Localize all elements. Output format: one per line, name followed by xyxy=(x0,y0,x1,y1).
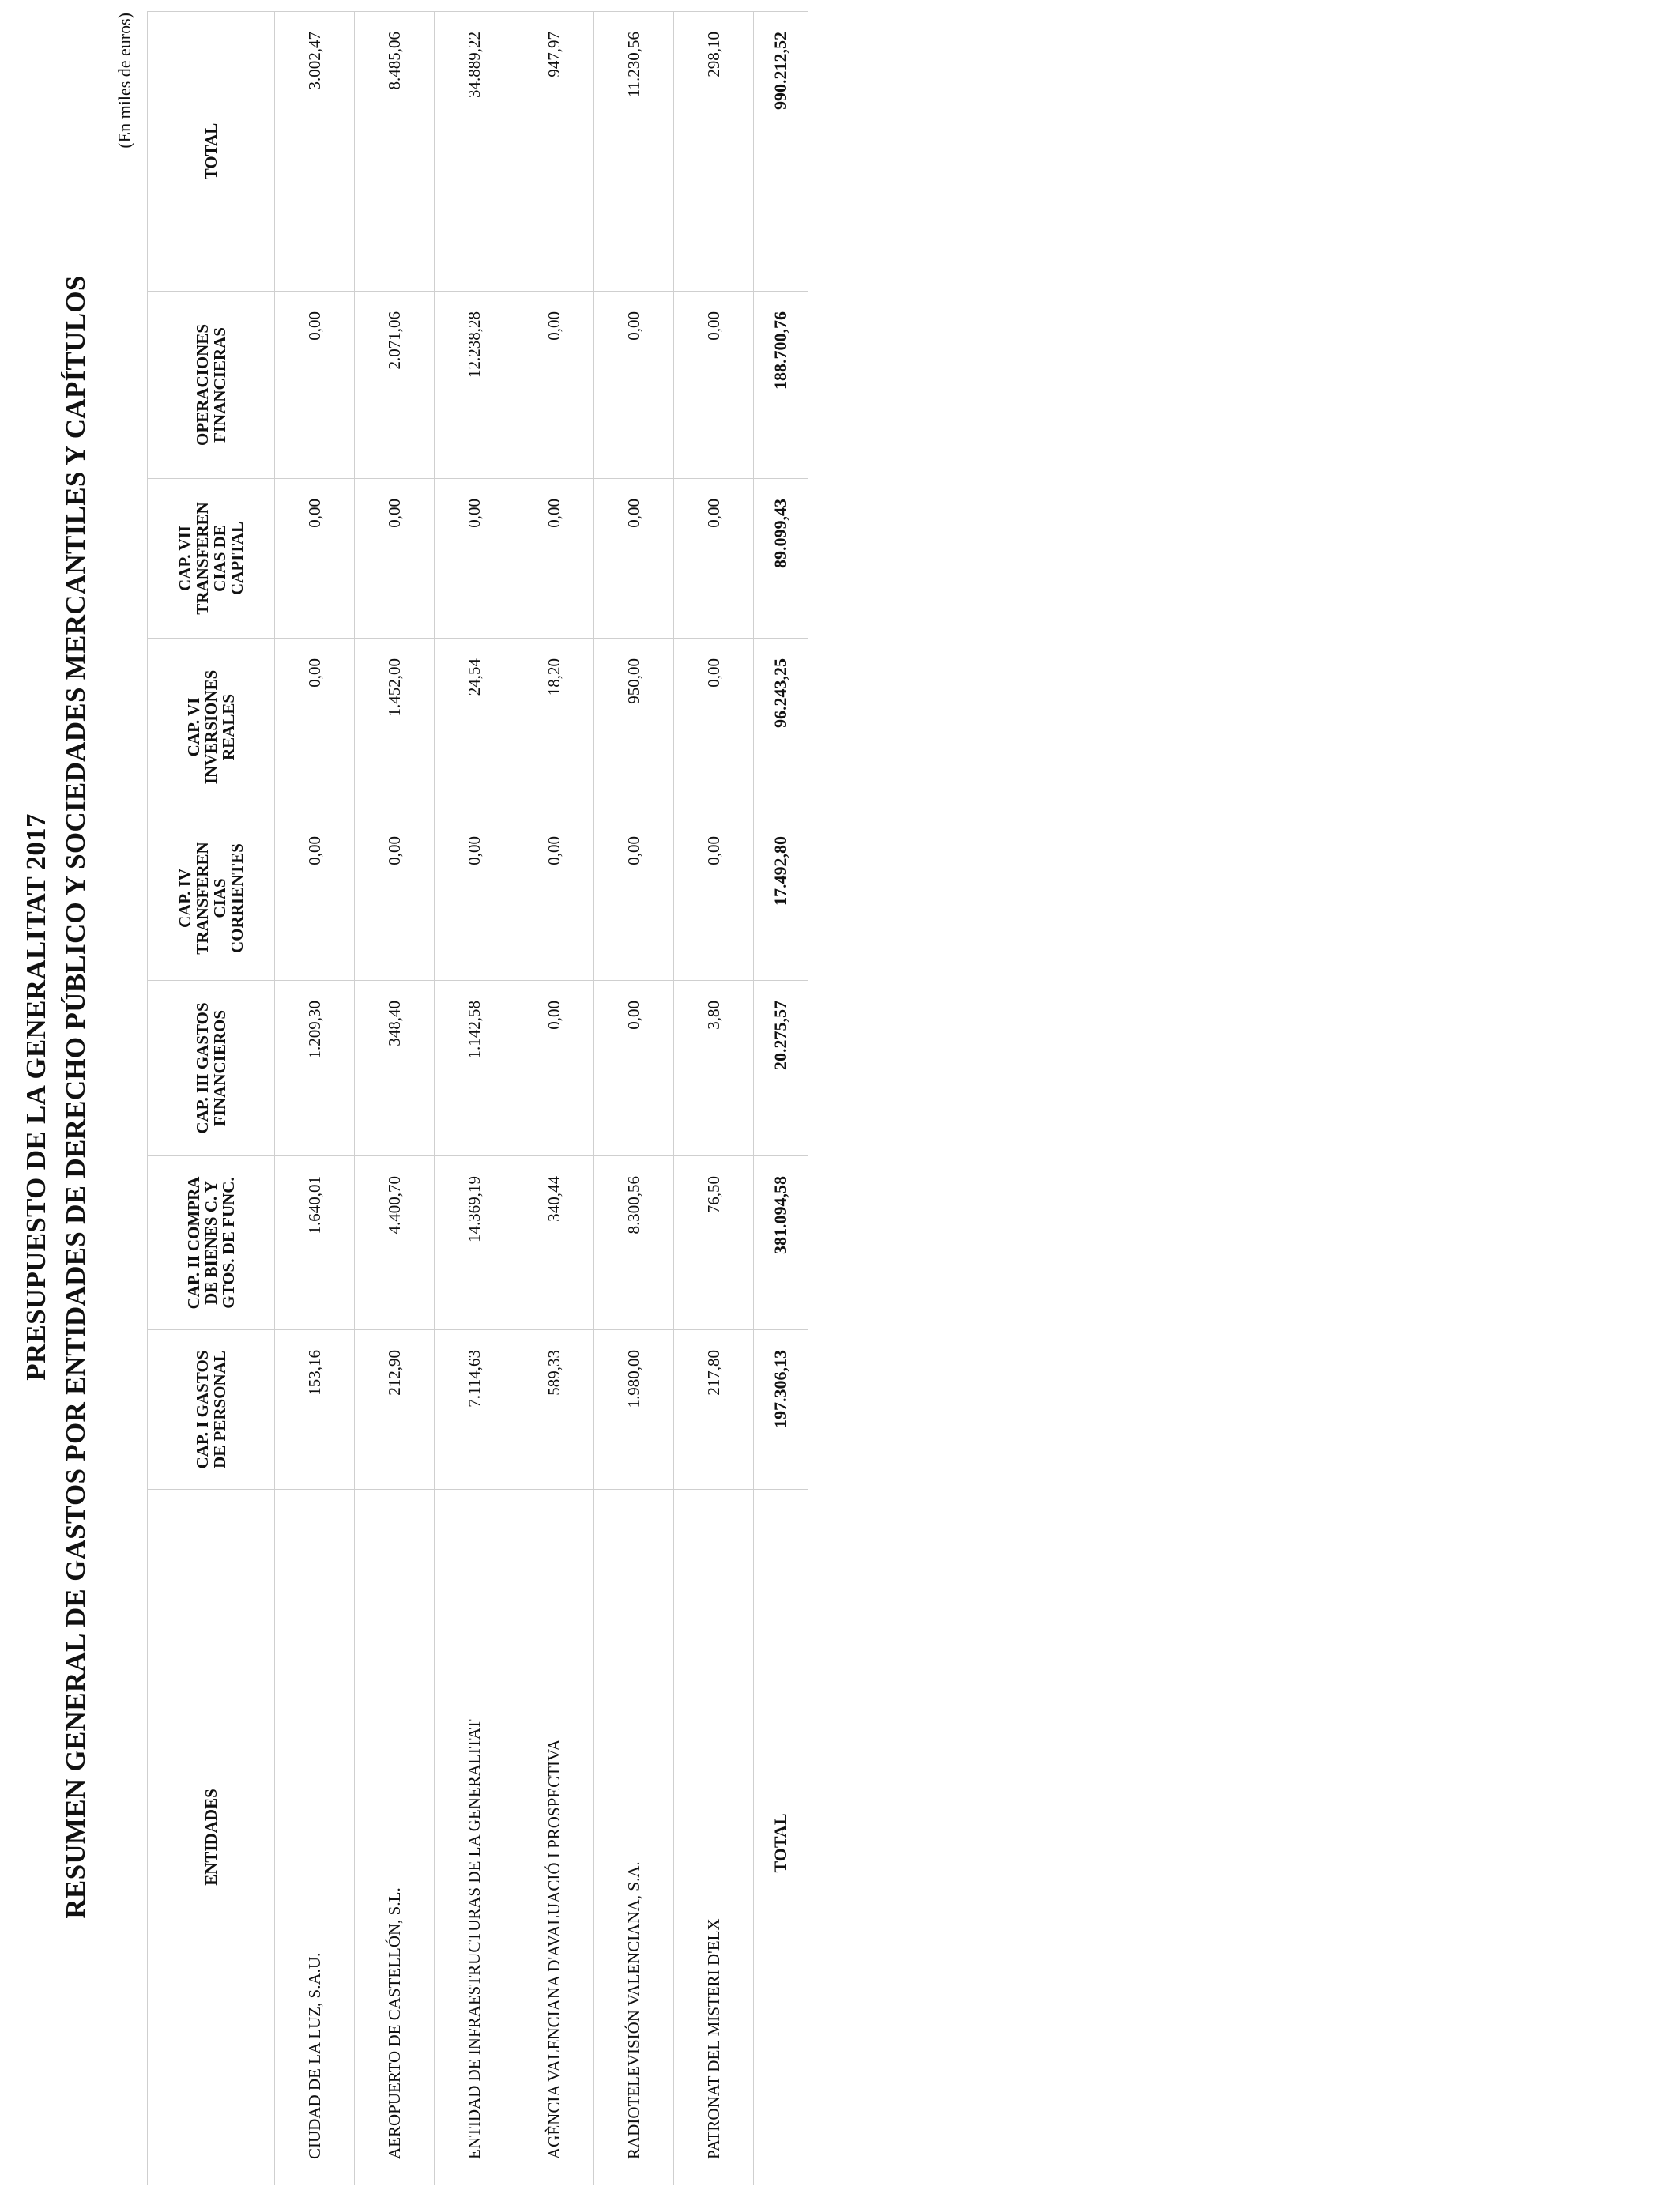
cell-opfin: 0,00 xyxy=(275,292,355,479)
cell-cap3: 0,00 xyxy=(594,981,674,1156)
cell-cap7: 0,00 xyxy=(594,479,674,639)
table-row xyxy=(674,12,754,2185)
cell-opfin: 0,00 xyxy=(594,292,674,479)
units-note: (En miles de euros) xyxy=(115,13,134,149)
cell-cap4: 0,00 xyxy=(355,816,435,981)
cell-entidad: RADIOTELEVISIÓN VALENCIANA, S.A. xyxy=(594,1490,674,2185)
table-row xyxy=(435,12,514,2185)
cell-cap7: 0,00 xyxy=(514,479,594,639)
cell-cap6: 18,20 xyxy=(514,639,594,816)
totals-label: TOTAL xyxy=(754,1490,808,2185)
cell-total: 11.230,56 xyxy=(594,12,674,292)
cell-opfin: 0,00 xyxy=(514,292,594,479)
cell-cap7: 0,00 xyxy=(435,479,514,639)
cell-entidad: PATRONAT DEL MISTERI D'ELX xyxy=(674,1490,754,2185)
cell-cap6: 0,00 xyxy=(275,639,355,816)
cell-total: 3.002,47 xyxy=(275,12,355,292)
expenses-table xyxy=(147,11,808,2185)
header-entidades: ENTIDADES xyxy=(148,1490,275,2185)
total-cap6: 96.243,25 xyxy=(754,639,808,816)
cell-cap7: 0,00 xyxy=(355,479,435,639)
cell-cap6: 24,54 xyxy=(435,639,514,816)
cell-cap1: 7.114,63 xyxy=(435,1330,514,1490)
cell-cap6: 0,00 xyxy=(674,639,754,816)
cell-cap2: 8.300,56 xyxy=(594,1156,674,1330)
table-row xyxy=(594,12,674,2185)
cell-cap7: 0,00 xyxy=(674,479,754,639)
cell-cap2: 340,44 xyxy=(514,1156,594,1330)
header-cap3: CAP. III GASTOS FINANCIEROS xyxy=(148,981,275,1156)
table-row xyxy=(275,12,355,2185)
cell-cap4: 0,00 xyxy=(514,816,594,981)
page-subtitle: RESUMEN GENERAL DE GASTOS POR ENTIDADES DE DERECHO PÚBLICO Y SOCIEDADES MERCANTILES Y CAPÍTULOS xyxy=(60,275,91,1919)
cell-entidad: ENTIDAD DE INFRAESTRUCTURAS DE LA GENERALITAT xyxy=(435,1490,514,2185)
total-total: 990.212,52 xyxy=(754,12,808,292)
cell-cap3: 0,00 xyxy=(514,981,594,1156)
totals-row xyxy=(754,12,808,2185)
cell-cap7: 0,00 xyxy=(275,479,355,639)
header-row xyxy=(148,12,275,2185)
cell-cap6: 950,00 xyxy=(594,639,674,816)
total-opfin: 188.700,76 xyxy=(754,292,808,479)
table-row xyxy=(355,12,435,2185)
cell-total: 34.889,22 xyxy=(435,12,514,292)
total-cap4: 17.492,80 xyxy=(754,816,808,981)
cell-opfin: 2.071,06 xyxy=(355,292,435,479)
cell-total: 8.485,06 xyxy=(355,12,435,292)
cell-cap6: 1.452,00 xyxy=(355,639,435,816)
cell-cap1: 217,80 xyxy=(674,1330,754,1490)
header-cap4: CAP. IV TRANSFEREN CIAS CORRIENTES xyxy=(148,816,275,981)
cell-cap3: 1.209,30 xyxy=(275,981,355,1156)
cell-opfin: 0,00 xyxy=(674,292,754,479)
total-cap2: 381.094,58 xyxy=(754,1156,808,1330)
cell-cap2: 76,50 xyxy=(674,1156,754,1330)
cell-cap4: 0,00 xyxy=(594,816,674,981)
cell-entidad: AEROPUERTO DE CASTELLÓN, S.L. xyxy=(355,1490,435,2185)
page-title: PRESUPUESTO DE LA GENERALITAT 2017 xyxy=(21,813,51,1381)
cell-cap4: 0,00 xyxy=(275,816,355,981)
cell-cap4: 0,00 xyxy=(674,816,754,981)
cell-cap2: 1.640,01 xyxy=(275,1156,355,1330)
cell-cap3: 348,40 xyxy=(355,981,435,1156)
cell-entidad: AGÈNCIA VALENCIANA D'AVALUACIÓ I PROSPECTIVA xyxy=(514,1490,594,2185)
cell-cap3: 3,80 xyxy=(674,981,754,1156)
cell-cap1: 1.980,00 xyxy=(594,1330,674,1490)
cell-cap3: 1.142,58 xyxy=(435,981,514,1156)
header-opfin: OPERACIONES FINANCIERAS xyxy=(148,292,275,479)
total-cap1: 197.306,13 xyxy=(754,1330,808,1490)
table-row xyxy=(514,12,594,2185)
cell-entidad: CIUDAD DE LA LUZ, S.A.U. xyxy=(275,1490,355,2185)
total-cap7: 89.099,43 xyxy=(754,479,808,639)
cell-cap1: 212,90 xyxy=(355,1330,435,1490)
header-total: TOTAL xyxy=(148,12,275,292)
cell-cap2: 14.369,19 xyxy=(435,1156,514,1330)
header-cap7: CAP. VII TRANSFEREN CIAS DE CAPITAL xyxy=(148,479,275,639)
total-cap3: 20.275,57 xyxy=(754,981,808,1156)
header-cap1: CAP. I GASTOS DE PERSONAL xyxy=(148,1330,275,1490)
cell-total: 298,10 xyxy=(674,12,754,292)
header-cap6: CAP. VI INVERSIONES REALES xyxy=(148,639,275,816)
cell-cap1: 153,16 xyxy=(275,1330,355,1490)
cell-opfin: 12.238,28 xyxy=(435,292,514,479)
cell-total: 947,97 xyxy=(514,12,594,292)
cell-cap1: 589,33 xyxy=(514,1330,594,1490)
cell-cap4: 0,00 xyxy=(435,816,514,981)
header-cap2: CAP. II COMPRA DE BIENES C. Y GTOS. DE FUNC. xyxy=(148,1156,275,1330)
cell-cap2: 4.400,70 xyxy=(355,1156,435,1330)
